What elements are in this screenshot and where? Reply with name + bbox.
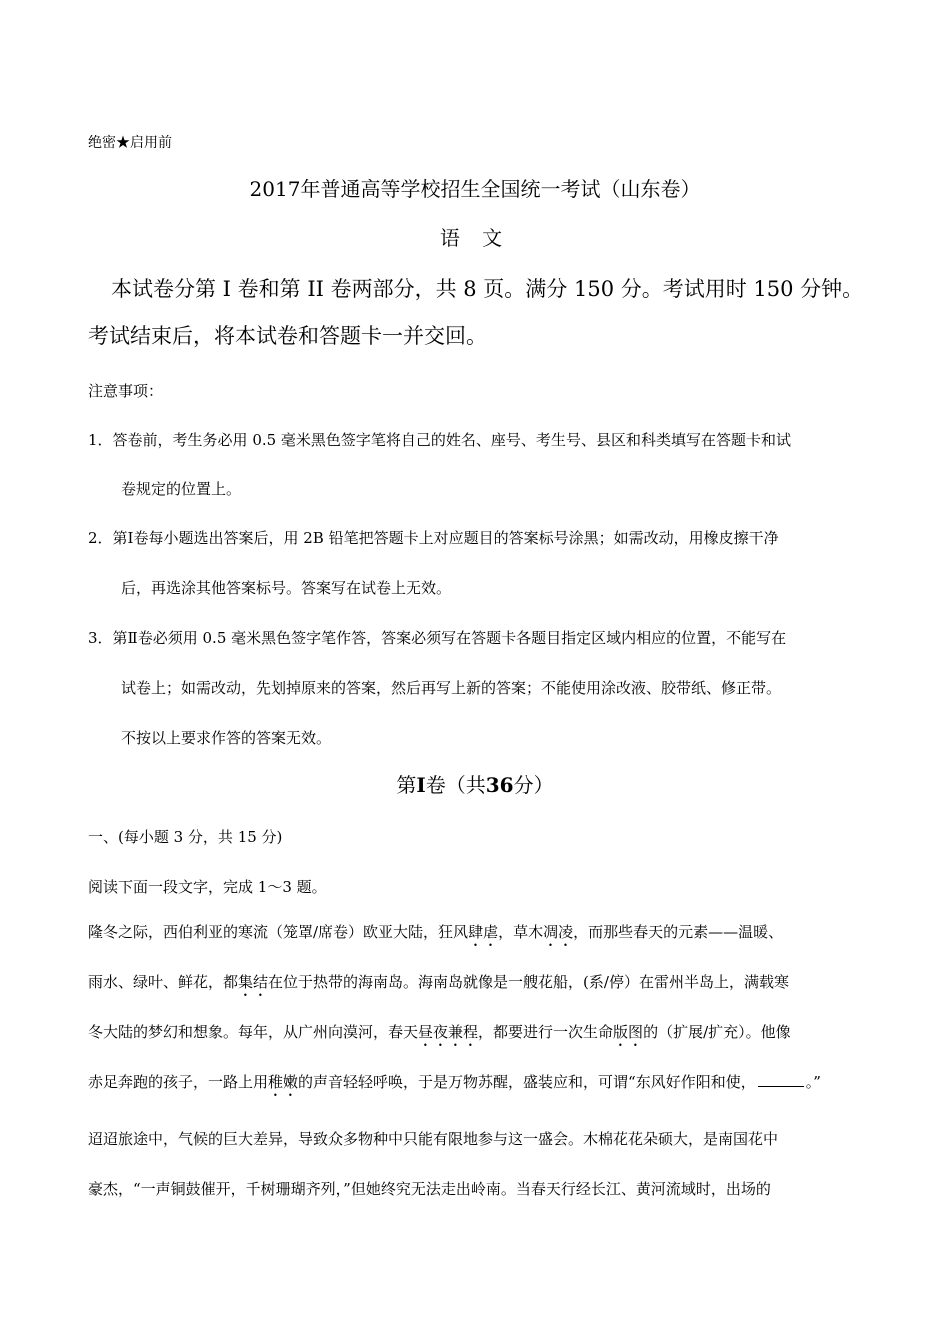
note-item-2-line-1: 2．第Ⅰ卷每小题选出答案后，用 2B 铅笔把答题卡上对应题目的答案标号涂黑；如需改动，用橡皮擦干净 (88, 529, 779, 547)
passage-line-2: 雨水、绿叶、鲜花，都集结在位于热带的海南岛。海南岛就像是一艘花船，(系/停）在雷州半岛上，满载寒 (88, 973, 789, 991)
note-item-1-line-2: 卷规定的位置上。 (121, 480, 242, 498)
passage-line-1: 隆冬之际，西伯利亚的寒流（笼罩/席卷）欧亚大陆，狂风肆虐，草木凋凌，而那些春天的元素——温暖、 (88, 923, 784, 941)
intro-line-2: 考试结束后，将本试卷和答题卡一并交回。 (88, 324, 487, 348)
passage-line-4: 赤足奔跑的孩子，一路上用稚嫩的声音轻轻呼唤，于是万物苏醒，盛装应和，可谓“东风好作阳和使， 。” (88, 1073, 821, 1091)
answer-blank (758, 1074, 804, 1087)
note-item-3-line-2: 试卷上；如需改动，先划掉原来的答案，然后再写上新的答案；不能使用涂改液、胶带纸、修正带。 (121, 679, 782, 697)
passage-line-6: 豪杰，“一声铜鼓催开，千树珊瑚齐列，”但她终究无法走出岭南。当春天行经长江、黄河流域时，出场的 (88, 1180, 771, 1198)
intro-line-1: 本试卷分第 I 卷和第 II 卷两部分，共 8 页。满分 150 分。考试用时 150 分钟。 (111, 277, 864, 301)
part1-heading: 一、(每小题 3 分，共 15 分) (88, 828, 283, 846)
passage-line-5: 迢迢旅途中，气候的巨大差异，导致众多物种中只能有限地参与这一盛会。木棉花花朵硕大，是南国花中 (88, 1130, 779, 1148)
note-item-3-line-3: 不按以上要求作答的答案无效。 (121, 729, 332, 747)
part1-instruction: 阅读下面一段文字，完成 1～3 题。 (88, 878, 327, 896)
secret-mark: 绝密★启用前 (88, 135, 172, 151)
subject-title: 语 文 (439, 226, 511, 250)
note-item-1-line-1: 1．答卷前，考生务必用 0.5 毫米黑色签字笔将自己的姓名、座号、考生号、县区和科类填写在答题卡和试 (88, 431, 791, 449)
notes-heading: 注意事项： (88, 382, 164, 400)
passage-line-3: 冬大陆的梦幻和想象。每年，从广州向漠河，春天昼夜兼程，都要进行一次生命版图的（扩展/扩充）。他像 (88, 1023, 791, 1041)
note-item-3-line-1: 3．第Ⅱ卷必须用 0.5 毫米黑色签字笔作答，答案必须写在答题卡各题目指定区域内相应的位置，不能写在 (88, 629, 787, 647)
exam-title: 2017年普通高等学校招生全国统一考试（山东卷） (249, 177, 701, 201)
section-title: 第I卷（共36分） (396, 773, 554, 797)
note-item-2-line-2: 后，再选涂其他答案标号。答案写在试卷上无效。 (121, 579, 452, 597)
